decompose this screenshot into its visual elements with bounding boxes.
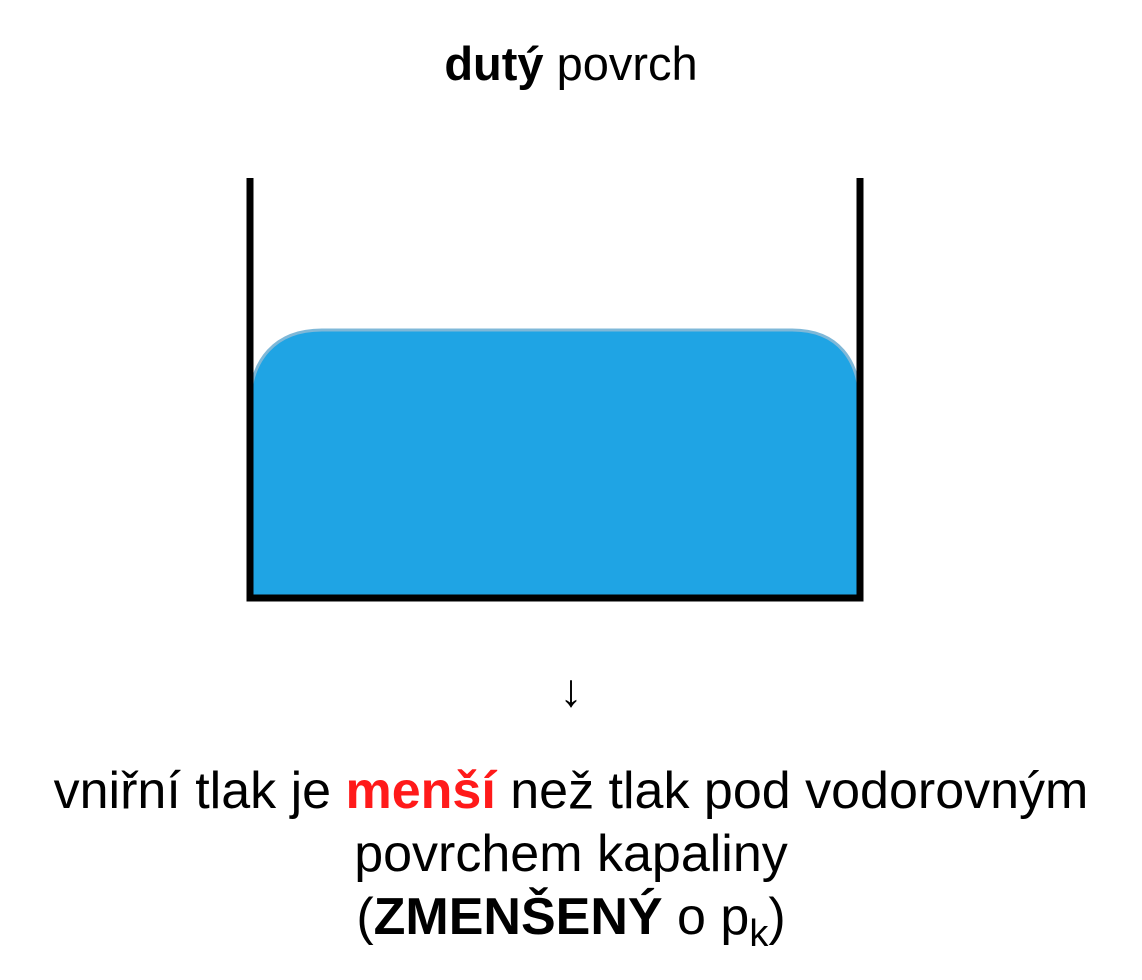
line3-mid: o p xyxy=(662,888,750,946)
down-arrow-icon: ↓ xyxy=(559,664,583,716)
highlight-word: menší xyxy=(345,762,496,820)
line3-bold-word: ZMENŠENÝ xyxy=(373,888,663,946)
conclusion-text xyxy=(0,760,1142,955)
line3-open-paren: ( xyxy=(356,888,374,946)
title-bold-word: dutý xyxy=(444,37,544,90)
conclusion-line-1 xyxy=(0,760,1142,823)
liquid-body xyxy=(250,330,860,598)
conclusion-line-3 xyxy=(0,886,1142,955)
title-rest: povrch xyxy=(543,37,698,90)
conclusion-part-1: vniřní tlak je xyxy=(53,762,346,820)
line3-subscript: k xyxy=(749,913,769,955)
conclusion-part-2: než tlak pod vodorovným xyxy=(495,762,1089,820)
conclusion-line-2: povrchem kapaliny xyxy=(354,825,788,883)
line3-close-paren: ) xyxy=(768,888,786,946)
